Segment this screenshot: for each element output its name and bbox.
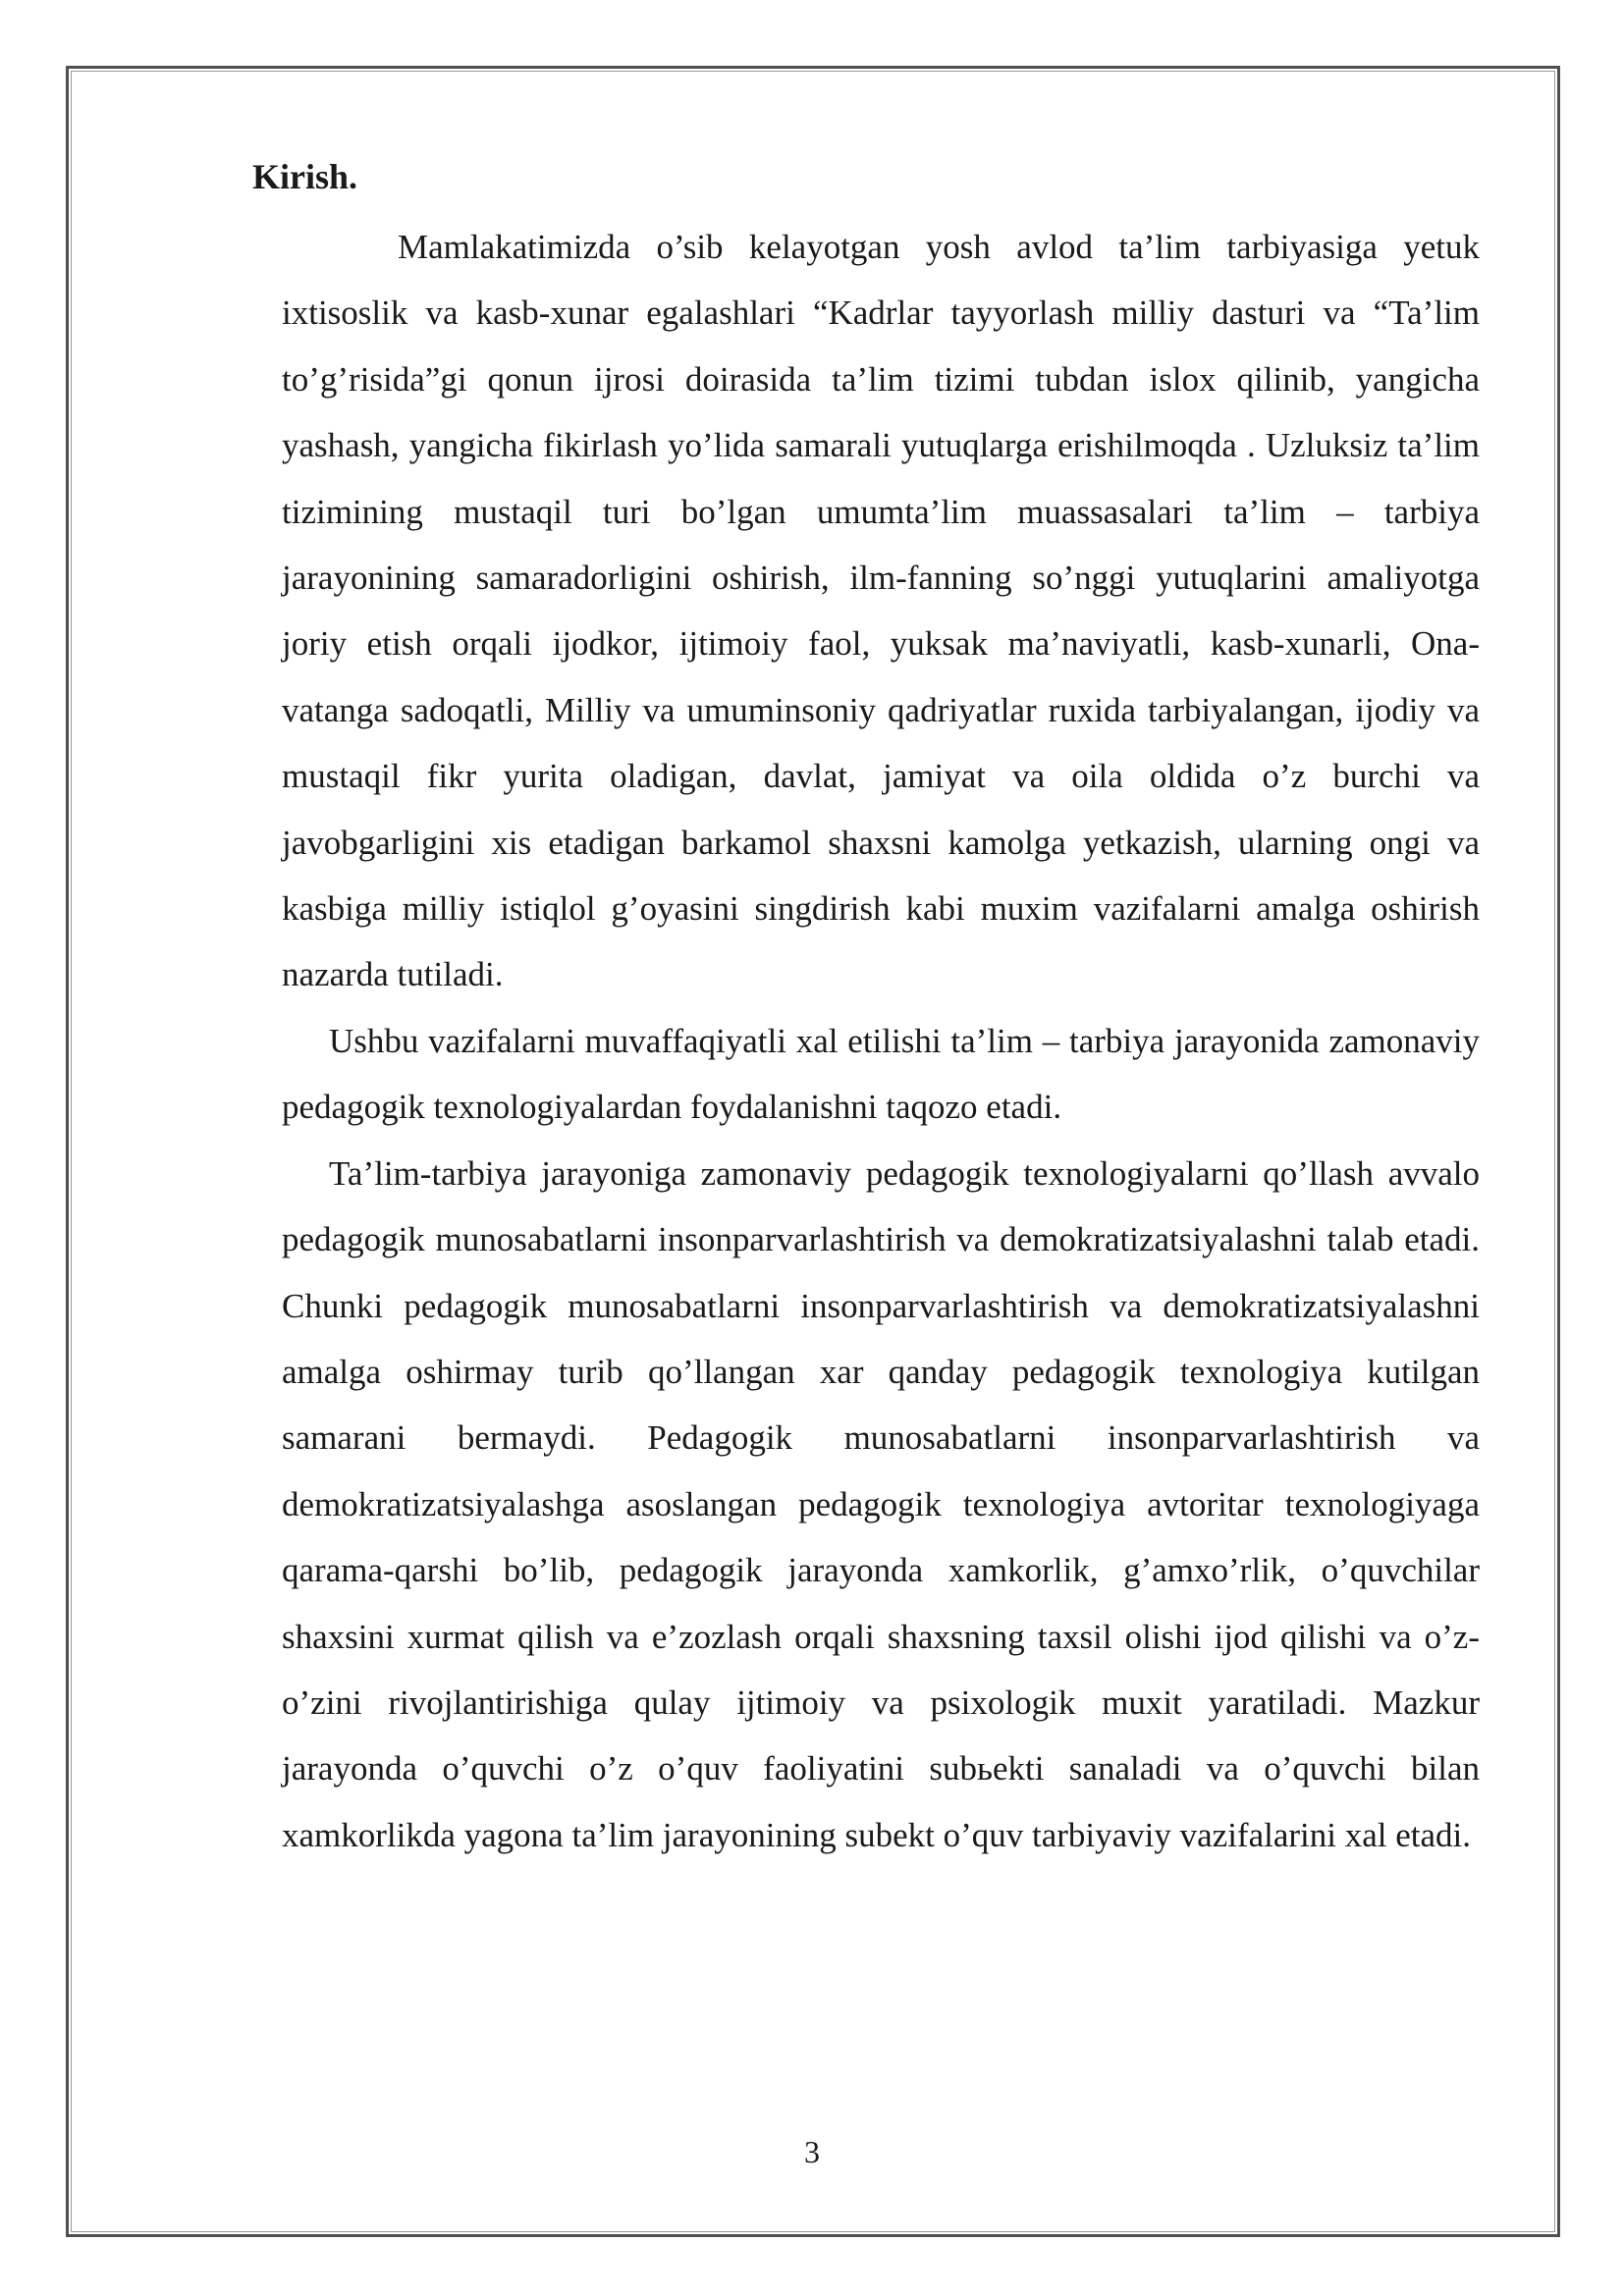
body-text — [282, 214, 1480, 1868]
page-number: 3 — [804, 2134, 820, 2169]
section-heading: Kirish. — [252, 157, 358, 196]
paragraph-tasks: Ushbu vazifalarni muvaffaqiyatli xal etilishi ta’lim – tarbiya jarayonida zamonaviy pedagogik texnologiyalardan foydalanishni taqozo etadi. — [282, 1021, 1480, 1127]
paragraph-intro: Mamlakatimizda o’sib kelayotgan yosh avlod ta’lim tarbiyasiga yetuk ixtisoslik va kasb-xunar egalashlari “Kadrlar tayyorlash milliy dasturi va “Ta’lim to’g’risida”gi qonun ijrosi doirasida ta’lim tizimi tubdan islox qilinib, yangicha yashash, yangicha fikirlash yo’lida samarali yutuqlarga erishilmoqda . Uzluksiz ta’lim tizimining mustaqil turi bo’lgan umumta’lim muassasalari ta’lim – tarbiya jarayonining samaradorligini oshirish, ilm-fanning so’nggi yutuqlarini amaliyotga joriy etish orqali ijodkor, ijtimoiy faol, yuksak ma’naviyatli, kasb-xunarli, Ona-vatanga sadoqatli, Milliy va umuminsoniy qadriyatlar ruxida tarbiyalangan, ijodiy va mustaqil fikr yurita oladigan, davlat, jamiyat va oila oldida o’z burchi va javobgarligini xis etadigan barkamol shaxsni kamolga yetkazish, ularning ongi va kasbiga milliy istiqlol g’oyasini singdirish kabi muxim vazifalarni amalga oshirish nazarda tutiladi. — [282, 228, 1480, 994]
paragraph-technologies: Ta’lim-tarbiya jarayoniga zamonaviy pedagogik texnologiyalarni qo’llash avvalo pedagogik munosabatlarni insonparvarlashtirish va demokratizatsiyalashni talab etadi. Chunki pedagogik munosabatlarni insonparvarlashtirish va demokratizatsiyalashni amalga oshirmay turib qo’llangan xar qanday pedagogik texnologiya kutilgan samarani bermaydi. Pedagogik munosabatlarni insonparvarlashtirish va demokratizatsiyalashga asoslangan pedagogik texnologiya avtoritar texnologiyaga qarama-qarshi bo’lib, pedagogik jarayonda xamkorlik, g’amxo’rlik, o’quvchilar shaxsini xurmat qilish va e’zozlash orqali shaxsning taxsil olishi ijod qilishi va o’z-o’zini rivojlantirishiga qulay ijtimoiy va psixologik muxit yaratiladi. Mazkur jarayonda o’quvchi o’z o’quv faoliyatini subьekti sanaladi va o’quvchi bilan xamkorlikda yagona ta’lim jarayonining subekt o’quv tarbiyaviy vazifalarini xal etadi. — [282, 1153, 1480, 1854]
